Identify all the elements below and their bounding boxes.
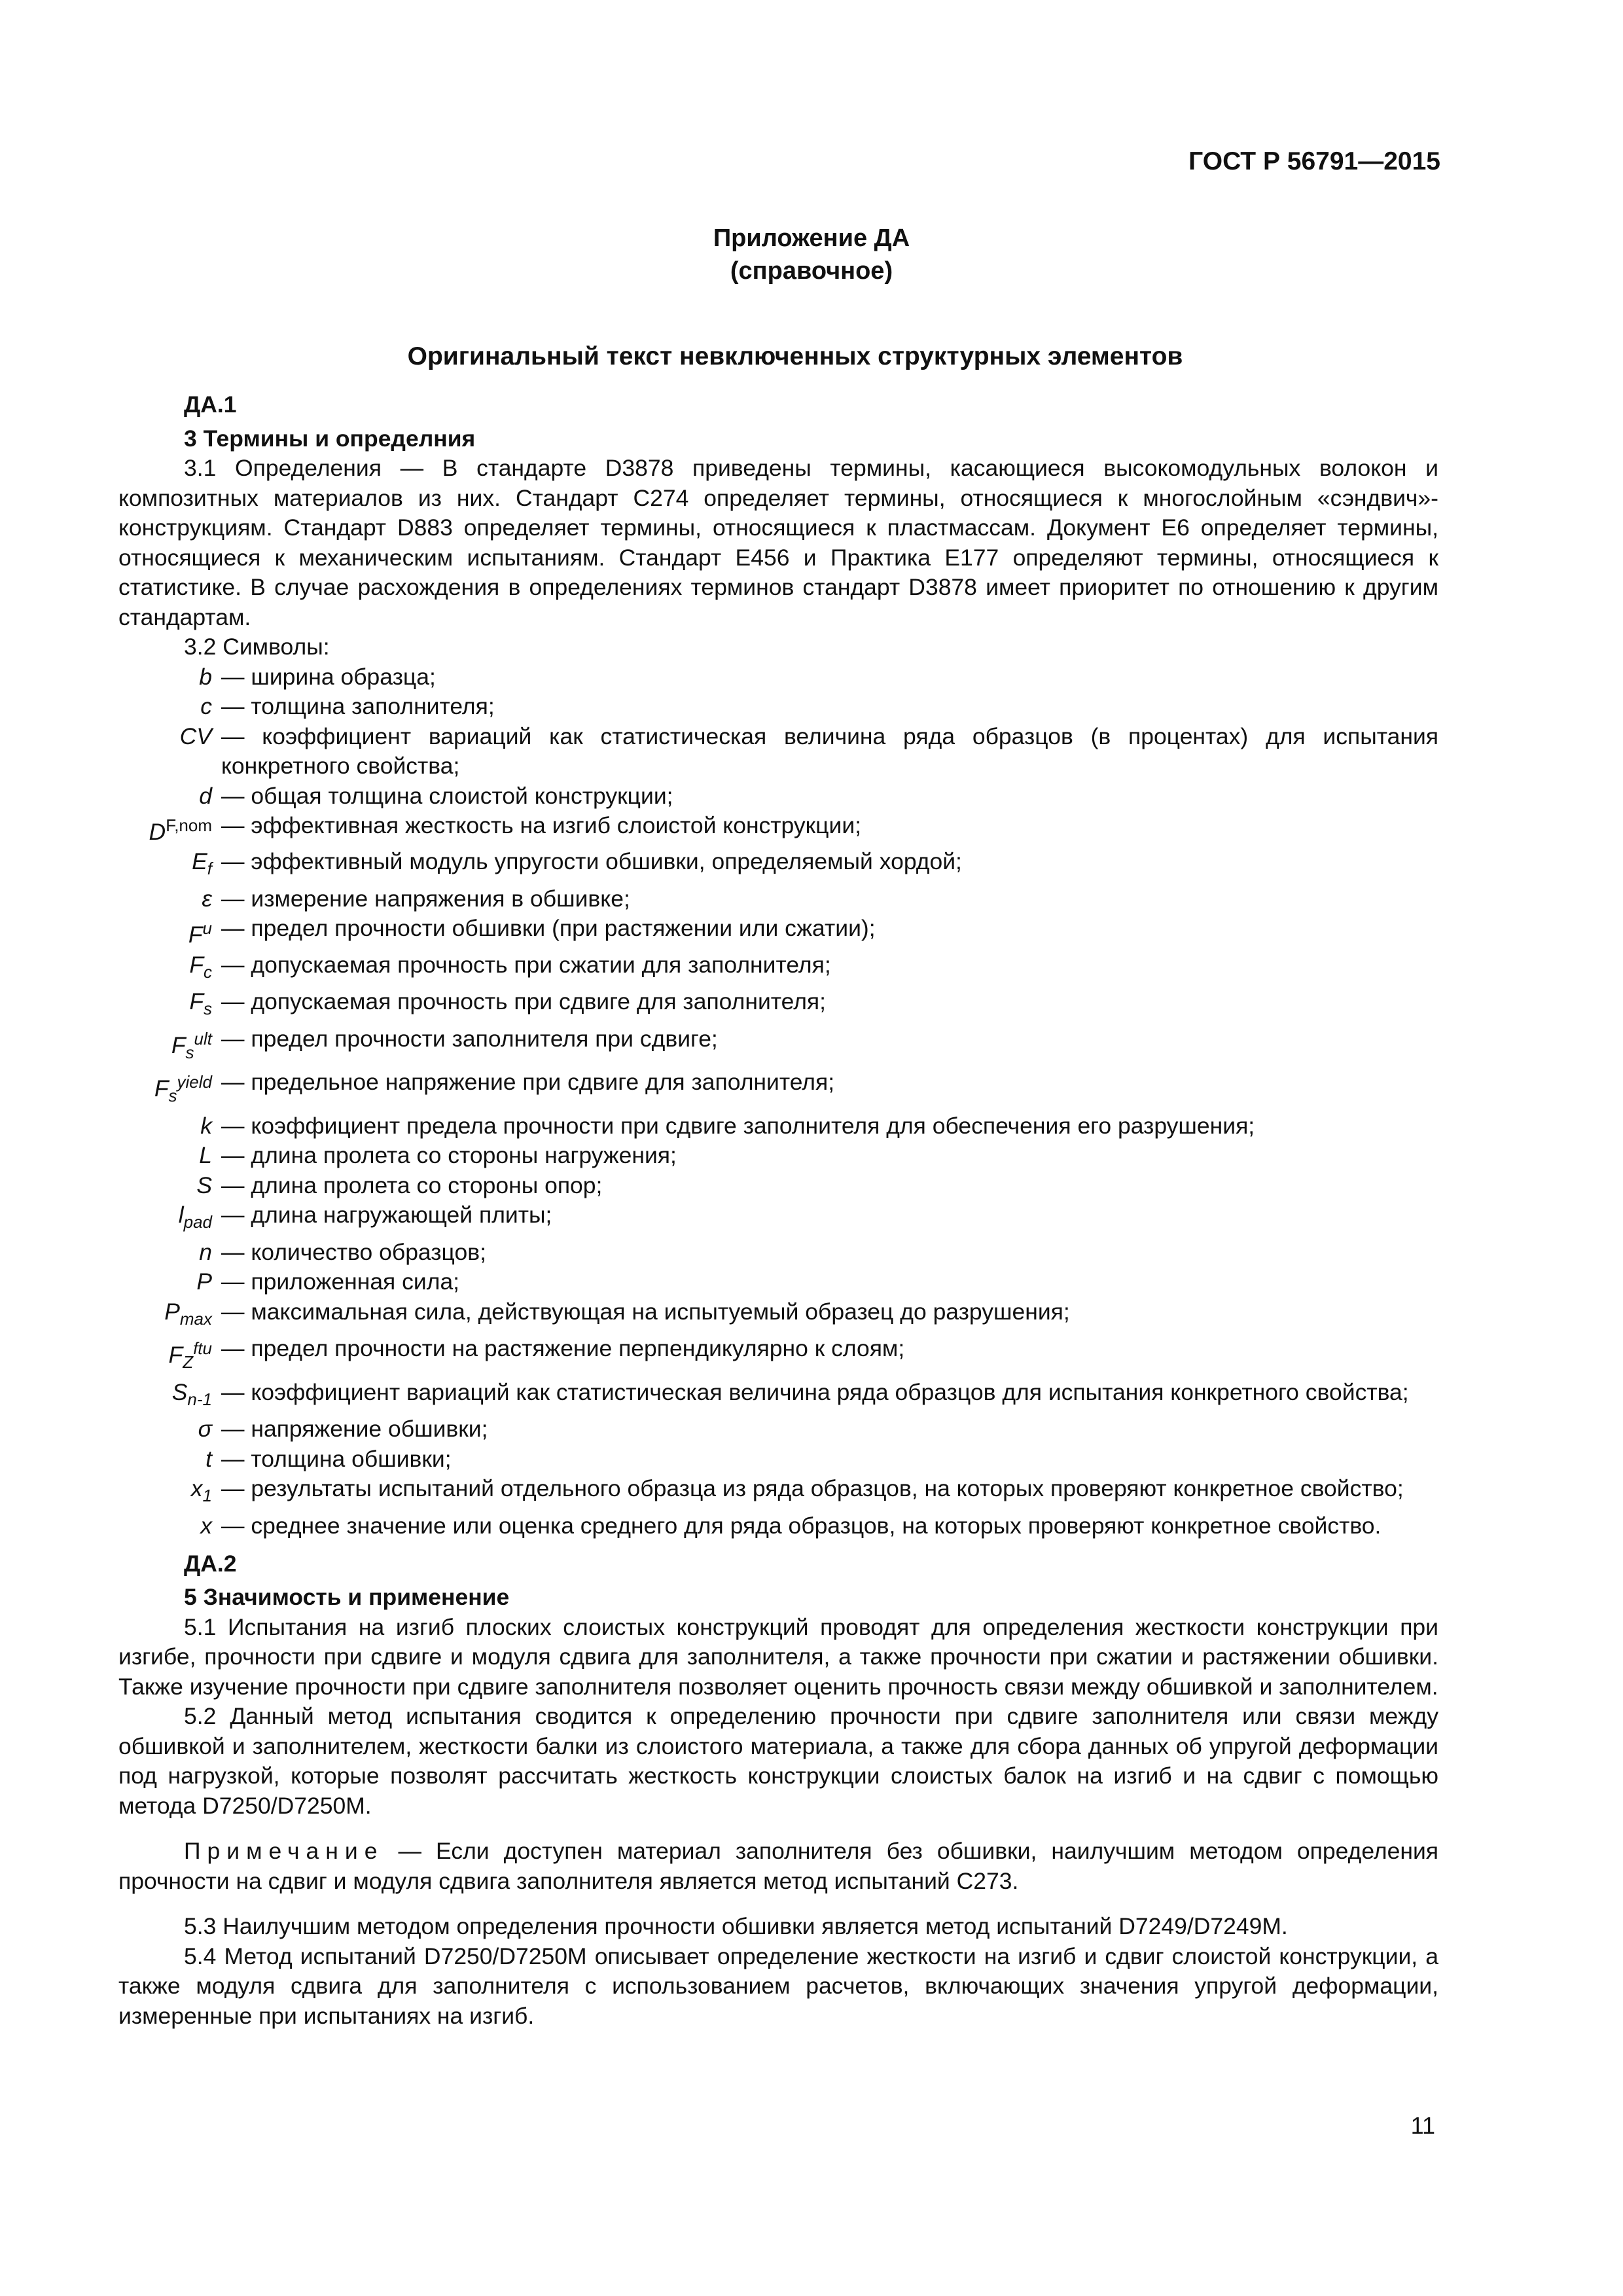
symbol-definition: — эффективный модуль упругости обшивки, определяемый хордой; xyxy=(221,848,962,875)
symbol-definition: — количество образцов; xyxy=(221,1238,486,1265)
symbol-subscript: s xyxy=(185,1042,194,1062)
symbol-definition: — измерение напряжения в обшивке; xyxy=(221,885,630,912)
symbol-definition: — толщина обшивки; xyxy=(221,1445,452,1472)
symbol-definition: — общая толщина слоистой конструкции; xyxy=(221,782,673,809)
symbol-definition: — длина нагружающей плиты; xyxy=(221,1202,552,1229)
paragraph-3-1: 3.1 Определения — В стандарте D3878 приведены термины, касающиеся высокомодульных волокон и композитных материалов из них. Стандарт С274 определяет термины, относящиеся к многослойным «сэндвич»-конструкциям. Стандарт D883 определяет термины, относящиеся к пластмассам. Документ Е6 определяет термины, относящиеся к механическим испытаниям. Стандарт Е456 и Практика Е177 определяют термины, относящиеся к статистике. В случае расхождения в определениях терминов стандарт D3878 имеет приоритет по отношению к другим стандартам. xyxy=(118,455,1438,630)
symbol-base: F xyxy=(168,1342,183,1369)
section-title-significance: 5 Значимость и применение xyxy=(184,1584,510,1611)
appendix-heading: Приложение ДА xyxy=(713,224,910,252)
symbol-notation xyxy=(118,1334,221,1377)
symbol-row xyxy=(118,1171,1438,1201)
paragraph-3-2: 3.2 Символы: xyxy=(184,634,330,660)
symbol-row xyxy=(118,950,1438,988)
symbol-row xyxy=(118,1334,1438,1377)
symbol-row xyxy=(118,1511,1438,1541)
symbol-row xyxy=(118,1024,1438,1067)
symbol-subscript: Z xyxy=(183,1352,194,1372)
symbol-subscript: s xyxy=(168,1086,177,1106)
symbol-notation: S xyxy=(196,1172,212,1198)
symbol-notation: b xyxy=(199,663,212,690)
symbol-row xyxy=(118,781,1438,812)
symbol-subscript: 1 xyxy=(202,1486,212,1506)
symbol-notation: n xyxy=(199,1238,212,1265)
symbol-notation: c xyxy=(200,693,212,719)
symbol-base: D xyxy=(149,818,166,845)
page-number: 11 xyxy=(1410,2112,1435,2139)
symbol-notation: L xyxy=(199,1142,212,1169)
symbol-base: S xyxy=(171,1378,188,1405)
paragraph-5-3: 5.3 Наилучшим методом определения прочности обшивки является метод испытаний D7249/D7249M. xyxy=(184,1913,1288,1940)
symbol-definition: — длина пролета со стороны опор; xyxy=(221,1172,603,1198)
symbol-row xyxy=(118,987,1438,1024)
symbol-subscript: f xyxy=(207,859,212,879)
symbol-row xyxy=(118,692,1438,722)
symbol-base: F xyxy=(188,922,203,948)
symbol-superscript: ftu xyxy=(193,1338,212,1359)
symbol-row xyxy=(118,1200,1438,1238)
symbol-row xyxy=(118,1444,1438,1475)
appendix-body xyxy=(118,390,1438,2031)
symbol-notation xyxy=(118,1297,221,1335)
symbol-notation xyxy=(118,1378,221,1415)
paragraph-5-1: 5.1 Испытания на изгиб плоских слоистых конструкций проводят для определения жесткости конструкции при изгибе, прочности при сдвиге и модуля сдвига для заполнителя, а также прочности при сжатии и растяжении обшивки. Также изучение прочности при сдвиге заполнителя позволяет оценить прочность связи между обшивкой и заполнителем. xyxy=(118,1613,1438,1700)
symbol-superscript: yield xyxy=(177,1072,212,1092)
symbol-notation: x xyxy=(200,1513,212,1539)
appendix-title: Оригинальный текст невключенных структурных элементов xyxy=(407,342,1183,370)
symbol-definition: — допускаемая прочность при сжатии для заполнителя; xyxy=(221,951,831,978)
note-text: — Если доступен материал заполнителя без обшивки, наилучшим методом определения прочности на сдвиг и модуля сдвига заполнителя является метод испытаний С273. xyxy=(118,1838,1438,1894)
symbol-notation: d xyxy=(199,782,212,809)
symbol-definition: — длина пролета со стороны нагружения; xyxy=(221,1142,677,1169)
symbol-definition: — предельное напряжение при сдвиге для заполнителя; xyxy=(221,1069,835,1096)
section-title-terms: 3 Термины и определния xyxy=(184,425,476,452)
note-label: Примечание xyxy=(184,1838,384,1865)
symbol-base: F xyxy=(154,1075,169,1102)
symbol-definition: — результаты испытаний отдельного образца из ряда образцов, на которых проверяют конкретное свойство; xyxy=(221,1475,1404,1502)
symbol-row xyxy=(118,1297,1438,1335)
symbol-notation: P xyxy=(196,1268,212,1295)
symbol-row xyxy=(118,847,1438,884)
symbol-row xyxy=(118,1414,1438,1444)
symbol-definition: — толщина заполнителя; xyxy=(221,693,495,719)
appendix-status: (справочное) xyxy=(730,257,893,285)
symbol-row xyxy=(118,1474,1438,1511)
symbol-definition: — ширина образца; xyxy=(221,663,436,690)
symbol-definition: — предел прочности обшивки (при растяжении или сжатии); xyxy=(221,915,876,942)
symbol-notation: σ xyxy=(198,1416,212,1443)
symbol-row xyxy=(118,1267,1438,1297)
note-paragraph xyxy=(118,1837,1438,1896)
symbol-notation: k xyxy=(200,1112,212,1139)
symbol-notation xyxy=(118,914,221,950)
symbol-notation: ε xyxy=(202,885,212,912)
symbol-definition: — допускаемая прочность при сдвиге для заполнителя; xyxy=(221,988,827,1015)
paragraph-5-2: 5.2 Данный метод испытания сводится к определению прочности при сдвиге заполнителя или связи между обшивкой и заполнителем, жесткости балки из слоистого материала, а также для сбора данных об упругой деформации под нагрузкой, которые позволят рассчитать жесткость конструкции слоистых балок на изгиб и на сдвиг с помощью метода D7250/D7250M. xyxy=(118,1703,1438,1819)
symbol-definition: — предел прочности на растяжение перпендикулярно к слоям; xyxy=(221,1335,905,1362)
symbol-definition: — напряжение обшивки; xyxy=(221,1416,488,1443)
symbol-row xyxy=(118,1141,1438,1171)
symbol-definition: — приложенная сила; xyxy=(221,1268,460,1295)
symbol-base: l xyxy=(178,1202,184,1229)
symbol-notation xyxy=(118,811,221,847)
symbol-row xyxy=(118,811,1438,847)
symbol-definition: — коэффициент предела прочности при сдвиге заполнителя для обеспечения его разрушения; xyxy=(221,1112,1255,1139)
symbol-base: F xyxy=(171,1031,186,1058)
symbol-row xyxy=(118,1378,1438,1415)
symbol-superscript: F,nom xyxy=(166,816,212,835)
symbol-base: E xyxy=(192,848,207,875)
symbol-notation xyxy=(118,1200,221,1238)
symbol-row xyxy=(118,884,1438,914)
symbol-subscript: max xyxy=(179,1308,212,1329)
symbol-base: F xyxy=(189,951,204,978)
symbols-list xyxy=(118,662,1438,1541)
symbol-superscript: u xyxy=(202,918,212,939)
symbol-row xyxy=(118,1238,1438,1268)
symbol-definition: — максимальная сила, действующая на испытуемый образец до разрушения; xyxy=(221,1298,1070,1325)
symbol-base: P xyxy=(164,1298,180,1325)
symbol-definition: — эффективная жесткость на изгиб слоистой конструкции; xyxy=(221,812,862,838)
symbol-notation: CV xyxy=(179,723,212,749)
symbol-definition: — коэффициент вариаций как статистическая величина ряда образцов для испытания конкретного свойства; xyxy=(221,1378,1409,1405)
section-label-da2: ДА.2 xyxy=(184,1550,237,1577)
section-label-da1: ДА.1 xyxy=(184,391,237,418)
symbol-notation xyxy=(118,1474,221,1511)
symbol-notation xyxy=(118,1024,221,1067)
standard-id: ГОСТ Р 56791—2015 xyxy=(1188,147,1440,175)
paragraph-5-4: 5.4 Метод испытаний D7250/D7250M описывает определение жесткости на изгиб и сдвиг слоистой конструкции, а также модуля сдвига для заполнителя с использованием расчетов, включающих значения упругой деформации, измеренные при испытаниях на изгиб. xyxy=(118,1943,1438,2029)
symbol-notation xyxy=(118,950,221,988)
symbol-subscript: c xyxy=(204,961,212,982)
symbol-notation xyxy=(118,847,221,884)
symbol-subscript: s xyxy=(204,999,212,1019)
symbol-notation: t xyxy=(205,1445,212,1472)
symbol-definition: — предел прочности заполнителя при сдвиге; xyxy=(221,1025,718,1052)
symbol-notation xyxy=(118,987,221,1024)
symbol-definition: — коэффициент вариаций как статистическая величина ряда образцов (в процентах) для испытания конкретного свойства; xyxy=(221,723,1438,779)
symbol-row xyxy=(118,1067,1438,1111)
symbol-superscript: ult xyxy=(194,1028,212,1049)
symbol-definition: — среднее значение или оценка среднего для ряда образцов, на которых проверяют конкретное свойство. xyxy=(221,1513,1382,1539)
symbol-subscript: n-1 xyxy=(187,1389,212,1409)
symbol-row xyxy=(118,722,1438,781)
symbol-subscript: pad xyxy=(183,1212,212,1232)
symbol-row xyxy=(118,1111,1438,1141)
symbol-base: F xyxy=(189,988,204,1015)
symbol-notation xyxy=(118,1067,221,1111)
symbol-row xyxy=(118,914,1438,950)
symbol-base: x xyxy=(190,1475,203,1502)
symbol-row xyxy=(118,662,1438,692)
